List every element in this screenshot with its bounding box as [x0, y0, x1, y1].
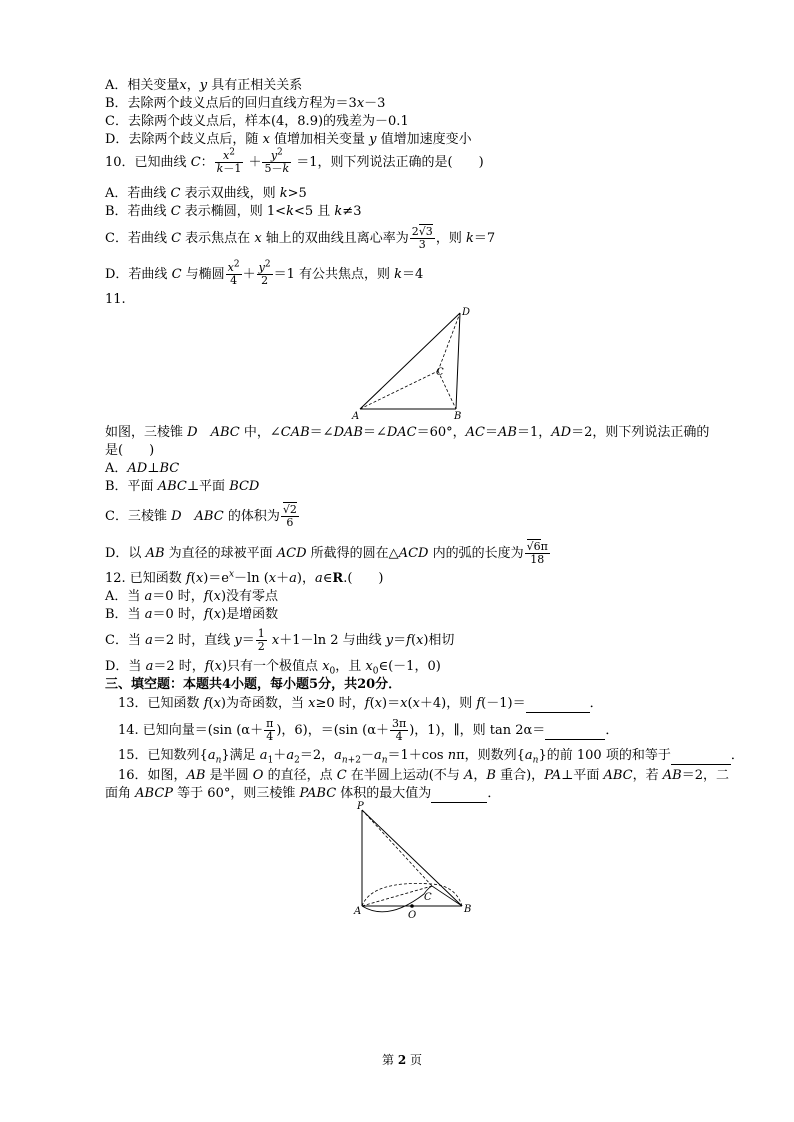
- q12-stem: 12. 已知函数 $f(x)=e^x-\ln$ (x＋a)，a∈R.( ): [105, 569, 384, 586]
- q16-label-p: P: [357, 801, 364, 812]
- q11-label-b: B: [454, 411, 462, 422]
- q11-number: 11.: [105, 292, 126, 307]
- section3-title: 三、填空题：本题共4小题，每小题5分，共20分．: [105, 677, 402, 692]
- q16-label-b: B: [464, 904, 472, 915]
- q9-option-c: C．去除两个歧义点后，样本(4，8.9)的残差为－0.1: [105, 114, 409, 129]
- q12-option-a: A．当 a＝0 时，f(x)没有零点: [105, 589, 279, 604]
- q10-option-a: A．若曲线 C 表示双曲线，则 k>5: [105, 186, 307, 201]
- q10-stem: 10．已知曲线 C： $\frac{x^2}{k-1}$ ＋ $\frac{y^2}{5-k}$ ＝1，则下列说法正确的是( ): [105, 147, 484, 175]
- q9-option-d: D．去除两个歧义点后，随 x 值增加相关变量 y 值增加速度变小: [105, 132, 472, 147]
- q16-label-a: A: [354, 906, 362, 917]
- q14: 14. 已知向量＝(sin (α＋ $\frac{\pi}{4}$ )，6)，＝(sin (α＋ $\frac{3\pi}{4}$ )，1)，∥，则 tan 2α＝ ．: [118, 717, 619, 743]
- q16-line1: 16．如图，AB 是半圆 O 的直径，点 C 在半圆上运动(不与 A，B 重合)，PA⊥平面 ABC，若 AB＝2，二: [118, 768, 730, 783]
- q12-option-d: D．当 a＝2 时，f(x)只有一个极值点 $x_0$，且 $x_0\in(-1$，0): [105, 659, 441, 677]
- q11-option-a: A．AD⊥BC: [105, 461, 180, 476]
- q12-option-b: B．当 a＝0 时，f(x)是增函数: [105, 607, 279, 622]
- q16-label-c: C: [424, 892, 432, 903]
- q11-stem-line1: 如图，三棱锥 D ABC 中，∠CAB＝∠DAB＝∠DAC＝60°，AC＝AB＝1，AD＝2，则下列说法正确的: [105, 425, 710, 440]
- q16-line2: 面角 ABCP 等于 60°，则三棱锥 PABC 体积的最大值为 ．: [105, 786, 501, 801]
- page-footer: 第 2 页: [382, 1053, 423, 1067]
- q10-option-d: D．若曲线 C 与椭圆 $\frac{x^2}{4}$ ＋ $\frac{y^2}{2}$ ＝1 有公共焦点，则 k＝4: [105, 259, 424, 287]
- q11-option-d: D．以 AB 为直径的球被平面 ACD 所截得的圆在△ACD 内的弧的长度为 $\frac{√6\pi}{18}$: [105, 540, 548, 566]
- q9-option-b: B．去除两个歧义点后的回归直线方程为＝3x－3: [105, 96, 386, 111]
- q11-option-b: B．平面 ABC⊥平面 BCD: [105, 479, 260, 494]
- q10-option-b: B．若曲线 C 表示椭圆，则 1<k<5 且 k≠3: [105, 204, 362, 219]
- q16-figure: [348, 800, 478, 922]
- q9-option-a: A．相关变量x，y 具有正相关关系: [105, 78, 303, 93]
- q16-label-o: O: [408, 910, 417, 921]
- q11-figure: [350, 305, 480, 423]
- q15: 15．已知数列$\{a_n\}$满足 $a_1+a_2=2$，$a_{n+2}-a_n=1+\cos$ nπ，则数列$\{a_n\}$的前 100 项的和等于 ．: [118, 748, 744, 766]
- q10-option-c: C．若曲线 C 表示焦点在 x 轴上的双曲线且离心率为 $\frac{2√3}{3}$ ，则 k＝7: [105, 225, 496, 251]
- q12-option-c: C．当 a＝2 时，直线 y＝ $\frac{1}{2}$ x＋1－ln 2 与曲线 y＝f(x)相切: [105, 627, 455, 653]
- q11-label-c: C: [436, 367, 444, 378]
- q11-option-c: C．三棱锥 D ABC 的体积为 $\frac{√2}{6}$: [105, 503, 297, 529]
- q11-label-a: A: [352, 411, 360, 422]
- q13: 13．已知函数 f(x)为奇函数，当 x≥0 时，f(x)＝x(x＋4)，则 f(－1)＝ ．: [118, 696, 603, 711]
- q11-label-d: D: [462, 307, 471, 318]
- q11-stem-line2: 是( ): [105, 443, 155, 458]
